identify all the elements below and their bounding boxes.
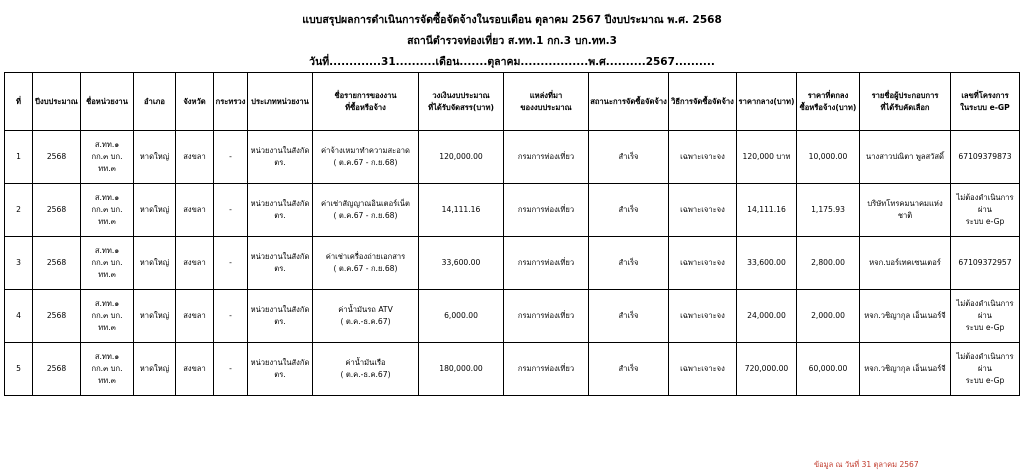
cell-item: ค่าน้ำมันรถ ATV ( ต.ค.-ธ.ค.67) [313,290,419,343]
table-row [5,131,1020,184]
cell-item: ค่าน้ำมันเรือ ( ต.ค.-ธ.ค.67) [313,343,419,396]
col-header-item: ชื่อรายการของงาน ที่ซื้อหรือจ้าง [313,73,419,131]
cell-unit: ส.ทท.๑ กก.๓ บก. ทท.๓ [81,184,134,237]
cell-median-price: 14,111.16 [737,184,797,237]
cell-unit-type: หน่วยงานในสังกัด ตร. [248,290,313,343]
cell-no: 2 [5,184,33,237]
table-header-row [5,73,1020,131]
table-row [5,184,1020,237]
col-header-method: วิธีการจัดซื้อจัดจ้าง [669,73,737,131]
cell-project-no: 67109372957 [951,237,1020,290]
cell-vendor: หจก.บอร์เทคเซนเตอร์ [860,237,951,290]
cell-project-no: 67109379873 [951,131,1020,184]
cell-method: เฉพาะเจาะจง [669,131,737,184]
cell-method: เฉพาะเจาะจง [669,237,737,290]
cell-project-no: ไม่ต้องดำเนินการผ่าน ระบบ e-Gp [951,184,1020,237]
cell-year: 2568 [33,237,81,290]
col-header-no: ที่ [5,73,33,131]
cell-unit-type: หน่วยงานในสังกัด ตร. [248,237,313,290]
cell-unit-type: หน่วยงานในสังกัด ตร. [248,131,313,184]
cell-district: หาดใหญ่ [134,131,176,184]
procurement-table [4,72,1020,396]
col-header-budget: วงเงินงบประมาณ ที่ได้รับจัดสรร(บาท) [419,73,504,131]
cell-district: หาดใหญ่ [134,184,176,237]
cell-district: หาดใหญ่ [134,290,176,343]
cell-district: หาดใหญ่ [134,237,176,290]
cell-vendor: หจก.วชิญากุล เอ็นเนอร์จี [860,343,951,396]
cell-budget: 120,000.00 [419,131,504,184]
cell-method: เฉพาะเจาะจง [669,184,737,237]
cell-no: 3 [5,237,33,290]
cell-method: เฉพาะเจาะจง [669,343,737,396]
col-header-vendor: รายชื่อผู้ประกอบการ ที่ได้รับคัดเลือก [860,73,951,131]
cell-median-price: 720,000.00 [737,343,797,396]
cell-project-no: ไม่ต้องดำเนินการผ่าน ระบบ e-Gp [951,290,1020,343]
cell-agreed-price: 10,000.00 [797,131,860,184]
cell-ministry: - [214,237,248,290]
col-header-unit: ชื่อหน่วยงาน [81,73,134,131]
cell-province: สงขลา [176,184,214,237]
cell-budget: 180,000.00 [419,343,504,396]
cell-status: สำเร็จ [589,131,669,184]
cell-item: ค่าเช่าสัญญาณอินเตอร์เน็ต ( ต.ค.67 - ก.ย.68) [313,184,419,237]
cell-unit: ส.ทท.๑ กก.๓ บก. ทท.๓ [81,290,134,343]
cell-method: เฉพาะเจาะจง [669,290,737,343]
cell-province: สงขลา [176,131,214,184]
station-subtitle: สถานีตำรวจท่องเที่ยว ส.ทท.1 กก.3 บก.ทท.3 [407,35,617,47]
cell-agreed-price: 2,800.00 [797,237,860,290]
cell-ministry: - [214,343,248,396]
cell-ministry: - [214,184,248,237]
cell-item: ค่าเช่าเครื่องถ่ายเอกสาร ( ต.ค.67 - ก.ย.68) [313,237,419,290]
cell-budget: 6,000.00 [419,290,504,343]
col-header-agreed-price: ราคาที่ตกลง ซื้อหรือจ้าง(บาท) [797,73,860,131]
cell-year: 2568 [33,290,81,343]
cell-source: กรมการท่องเที่ยว [504,343,589,396]
col-header-district: อำเภอ [134,73,176,131]
cell-median-price: 120,000 บาท [737,131,797,184]
cell-agreed-price: 2,000.00 [797,290,860,343]
cell-district: หาดใหญ่ [134,343,176,396]
table-row [5,343,1020,396]
col-header-province: จังหวัด [176,73,214,131]
cell-province: สงขลา [176,237,214,290]
cell-unit-type: หน่วยงานในสังกัด ตร. [248,343,313,396]
cell-ministry: - [214,131,248,184]
cell-vendor: นางสาวปณิตา พูลสวัสดิ์ [860,131,951,184]
cell-status: สำเร็จ [589,290,669,343]
cell-vendor: หจก.วชิญากุล เอ็นเนอร์จี [860,290,951,343]
table-row [5,237,1020,290]
col-header-status: สถานะการจัดซื้อจัดจ้าง [589,73,669,131]
cell-project-no: ไม่ต้องดำเนินการผ่าน ระบบ e-Gp [951,343,1020,396]
col-header-unit-type: ประเภทหน่วยงาน [248,73,313,131]
cell-source: กรมการท่องเที่ยว [504,184,589,237]
cell-ministry: - [214,290,248,343]
cell-median-price: 33,600.00 [737,237,797,290]
col-header-project-no: เลขที่โครงการ ในระบบ e-GP [951,73,1020,131]
cell-province: สงขลา [176,290,214,343]
cell-status: สำเร็จ [589,343,669,396]
data-as-of-note: ข้อมูล ณ วันที่ 31 ตุลาคม 2567 [814,460,919,469]
cell-year: 2568 [33,184,81,237]
cell-year: 2568 [33,343,81,396]
col-header-year: ปีงบประมาณ [33,73,81,131]
col-header-source: แหล่งที่มา ของงบประมาณ [504,73,589,131]
table-row [5,290,1020,343]
cell-source: กรมการท่องเที่ยว [504,131,589,184]
report-title: แบบสรุปผลการดำเนินการจัดซื้อจัดจ้างในรอบเดือน ตุลาคม 2567 ปีงบประมาณ พ.ศ. 2568 [302,14,722,26]
cell-agreed-price: 1,175.93 [797,184,860,237]
cell-status: สำเร็จ [589,237,669,290]
cell-budget: 33,600.00 [419,237,504,290]
cell-source: กรมการท่องเที่ยว [504,290,589,343]
cell-vendor: บริษัทโทรคมนาคมแห่งชาติ [860,184,951,237]
cell-unit-type: หน่วยงานในสังกัด ตร. [248,184,313,237]
cell-no: 4 [5,290,33,343]
cell-item: ค่าจ้างเหมาทำความสะอาด ( ต.ค.67 - ก.ย.68) [313,131,419,184]
cell-unit: ส.ทท.๑ กก.๓ บก. ทท.๓ [81,131,134,184]
cell-agreed-price: 60,000.00 [797,343,860,396]
report-date-line: วันที่.............31..........เดือน.......ตุลาคม.................พ.ศ..........2567.......... [309,56,715,68]
cell-no: 5 [5,343,33,396]
cell-year: 2568 [33,131,81,184]
cell-source: กรมการท่องเที่ยว [504,237,589,290]
cell-status: สำเร็จ [589,184,669,237]
cell-budget: 14,111.16 [419,184,504,237]
col-header-ministry: กระทรวง [214,73,248,131]
cell-median-price: 24,000.00 [737,290,797,343]
col-header-median-price: ราคากลาง(บาท) [737,73,797,131]
cell-province: สงขลา [176,343,214,396]
cell-no: 1 [5,131,33,184]
cell-unit: ส.ทท.๑ กก.๓ บก. ทท.๓ [81,237,134,290]
cell-unit: ส.ทท.๑ กก.๓ บก. ทท.๓ [81,343,134,396]
